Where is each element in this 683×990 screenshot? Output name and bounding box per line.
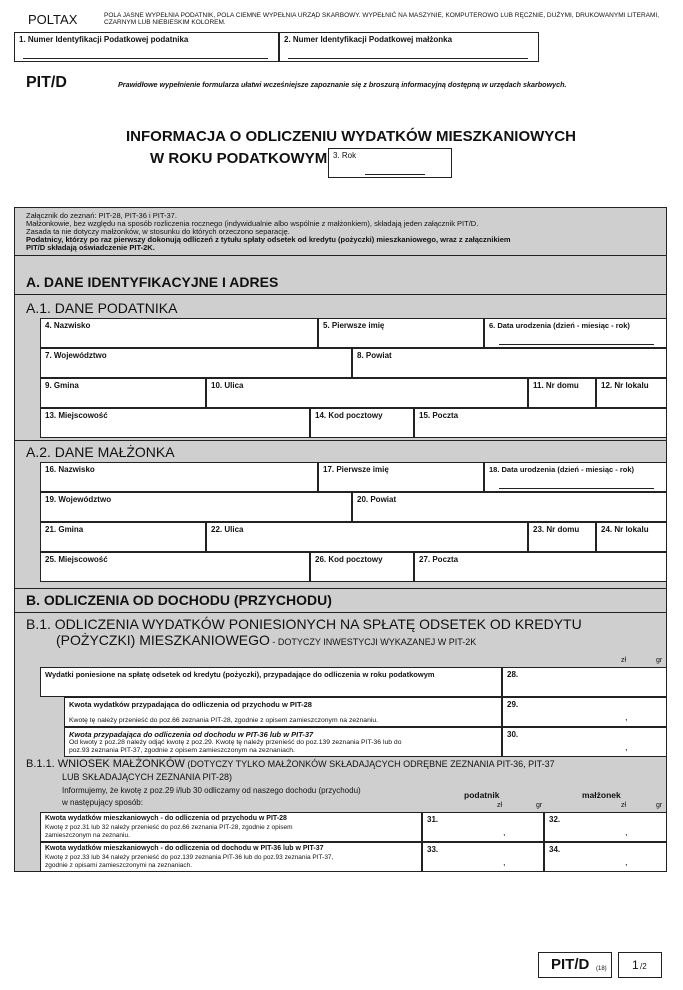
field-34-comma: , [625, 857, 628, 867]
field-16-spouse-surname[interactable] [40, 462, 318, 492]
zl-header-b1: zł [621, 657, 627, 664]
field-15-post-office[interactable] [414, 408, 667, 438]
row-33-label-cell [40, 842, 422, 872]
row-28-label: Wydatki poniesione na spłatę odsetek od kredytu (pożyczki), przypadające do odliczenia w roku podatkowym [45, 670, 435, 679]
field-20-label: 20. Powiat [357, 495, 397, 504]
field-29-num: 29. [507, 700, 519, 709]
field-5-label: 5. Pierwsze imię [323, 321, 385, 330]
field-30-comma: , [625, 742, 628, 752]
field-30-amount[interactable] [502, 727, 667, 757]
field-6-birth-date[interactable] [484, 318, 667, 348]
field-18-label: 18. Data urodzenia (dzień - miesiąc - rok) [489, 465, 635, 474]
field-29-amount[interactable] [502, 697, 667, 727]
field-27-spouse-post-office[interactable] [414, 552, 667, 582]
form-code: PIT/D [26, 74, 67, 91]
field-10-label: 10. Ulica [211, 381, 244, 390]
year-field[interactable] [328, 148, 452, 178]
intro-line2: Małżonkowie, bez względu na sposób rozliczenia rocznego (indywidualnie albo wspólnie z małżonkiem), składają jeden załącznik PIT/D. [26, 219, 479, 228]
footer-form-code [538, 952, 612, 978]
row-33-sub2: zgodnie z opisami zamieszczonymi na zeznaniach. [45, 862, 193, 869]
footer-page-main: 1 [632, 958, 639, 972]
field-33-amount[interactable] [422, 842, 544, 872]
brand: POLTAX [28, 12, 78, 27]
section-b11-title-note: (DOTYCZY TYLKO MAŁŻONKÓW SKŁADAJĄCYCH ODRĘBNE ZEZNANIA PIT-36, PIT-37 [184, 759, 555, 769]
footer-page-sub: /2 [640, 962, 647, 971]
field-13-label: 13. Miejscowość [45, 411, 108, 420]
section-a-title: A. DANE IDENTYFIKACYJNE I ADRES [26, 274, 279, 290]
row-31-sub1: Kwotę z poz.31 lub 32 należy przenieść do poz.66 zeznania PIT-28, zgodnie z opisem [45, 824, 293, 831]
field-34-num: 34. [549, 845, 561, 854]
field-23-label: 23. Nr domu [533, 525, 580, 534]
gr-header-b1: gr [656, 657, 663, 664]
field-31-comma: , [503, 827, 506, 837]
section-b-title: B. ODLICZENIA OD DOCHODU (PRZYCHODU) [26, 592, 332, 608]
field-23-spouse-house-no[interactable] [528, 522, 596, 552]
field-31-amount[interactable] [422, 812, 544, 842]
section-b11-title-line1 [26, 758, 555, 770]
field-31-num: 31. [427, 815, 439, 824]
section-b1-title-main: (POŻYCZKI) MIESZKANIOWEGO [56, 632, 270, 648]
row-30-sub1: Od kwoty z poz.28 należy odjąć kwotę z poz.29. Kwotę tę należy przenieść do poz.139 zeznania PIT-36 lub do [69, 739, 402, 746]
b11-text-line2: w następujący sposób: [62, 798, 143, 807]
row-33-sub1: Kwotę z poz.33 lub 34 należy przenieść do poz.139 zeznania PIT-36 lub do poz.93 zeznania PIT-37, [45, 854, 334, 861]
footer-version: (18) [596, 966, 607, 972]
zl-header-spouse: zł [621, 802, 627, 809]
field-21-spouse-commune[interactable] [40, 522, 206, 552]
b11-text-line1: Informujemy, że kwotę z poz.29 i/lub 30 odliczamy od naszego dochodu (przychodu) [62, 786, 361, 795]
row-29-sub: Kwotę tę należy przenieść do poz.66 zeznania PIT-28, zgodnie z opisem zamieszczonym na zeznaniu. [69, 717, 379, 724]
col-header-taxpayer: podatnik [464, 790, 500, 800]
nip-spouse-field[interactable] [279, 32, 539, 62]
field-8-county[interactable] [352, 348, 667, 378]
field-32-num: 32. [549, 815, 561, 824]
field-14-label: 14. Kod pocztowy [315, 411, 383, 420]
year-label: 3. Rok [333, 151, 357, 160]
nip-taxpayer-field[interactable] [14, 32, 279, 62]
field-15-label: 15. Poczta [419, 411, 459, 420]
field-32-comma: , [625, 827, 628, 837]
field-22-label: 22. Ulica [211, 525, 244, 534]
field-10-street[interactable] [206, 378, 528, 408]
row-30-label-cell [64, 727, 502, 757]
field-19-spouse-voivodeship[interactable] [40, 492, 352, 522]
field-25-label: 25. Miejscowość [45, 555, 108, 564]
row-31-label: Kwota wydatków mieszkaniowych - do odliczenia od przychodu w PIT-28 [45, 815, 287, 822]
field-11-house-no[interactable] [528, 378, 596, 408]
field-12-label: 12. Nr lokalu [601, 381, 649, 390]
field-7-label: 7. Województwo [45, 351, 107, 360]
section-b1-title-note: - DOTYCZY INWESTYCJI WYKAZANEJ W PIT-2K [269, 637, 477, 647]
field-8-label: 8. Powiat [357, 351, 392, 360]
intro-line3: Zasada ta nie dotyczy małżonków, w stosunku do których orzeczono separację. [26, 227, 290, 236]
form-title-line2: W ROKU PODATKOWYM [150, 150, 328, 167]
intro-line5: PIT/D składają oświadczenie PIT-2K. [26, 243, 155, 252]
footer-code-text: PIT/D [551, 956, 590, 973]
field-13-city[interactable] [40, 408, 310, 438]
intro-line4: Podatnicy, którzy po raz pierwszy dokonują odliczeń z tytułu spłaty odsetek od kredytu (pożyczki) mieszkaniowego, wraz z załącznikiem [26, 235, 511, 244]
field-28-num: 28. [507, 670, 519, 679]
field-27-label: 27. Poczta [419, 555, 459, 564]
field-33-comma: , [503, 857, 506, 867]
row-30-sub2: poz.93 zeznania PIT-37, zgodnie z opisem zamieszczonym na zeznaniach. [69, 747, 295, 754]
row-33-label: Kwota wydatków mieszkaniowych - do odliczenia od dochodu w PIT-36 lub w PIT-37 [45, 845, 324, 852]
fill-instruction: POLA JASNE WYPEŁNIA PODATNIK, POLA CIEMNE WYPEŁNIA URZĄD SKARBOWY. WYPEŁNIĆ NA MASZYNIE, KOMPUTEROWO LUB RĘCZNIE, DUŻYMI, DRUKOWANYMI LITERAMI, CZARNYM LUB NIEBIESKIM KOLOREM. [104, 12, 660, 26]
field-7-voivodeship[interactable] [40, 348, 352, 378]
form-note: Prawidłowe wypełnienie formularza ułatwi wcześniejsze zapoznanie się z broszurą informacyjną dostępną w urzędach skarbowych. [118, 80, 567, 89]
footer-page-number [618, 952, 662, 978]
zl-header-taxpayer: zł [497, 802, 503, 809]
section-a2-title: A.2. DANE MAŁŻONKA [26, 444, 175, 460]
field-4-label: 4. Nazwisko [45, 321, 91, 330]
row-28-label-cell [40, 667, 502, 697]
field-33-num: 33. [427, 845, 439, 854]
field-17-label: 17. Pierwsze imię [323, 465, 389, 474]
row-29-label-cell [64, 697, 502, 727]
section-b1-title-line2 [56, 632, 476, 648]
field-5-first-name[interactable] [318, 318, 484, 348]
intro-line1: Załącznik do zeznań: PIT-28, PIT-36 i PIT-37. [26, 211, 177, 220]
field-21-label: 21. Gmina [45, 525, 84, 534]
field-19-label: 19. Województwo [45, 495, 112, 504]
field-12-apartment-no[interactable] [596, 378, 667, 408]
gr-header-spouse: gr [656, 802, 663, 809]
field-9-commune[interactable] [40, 378, 206, 408]
nip-spouse-label: 2. Numer Identyfikacji Podatkowej małżonka [284, 35, 453, 44]
section-a1-title: A.1. DANE PODATNIKA [26, 300, 178, 316]
field-17-spouse-first-name[interactable] [318, 462, 484, 492]
row-31-label-cell [40, 812, 422, 842]
gr-header-taxpayer: gr [536, 802, 543, 809]
field-16-label: 16. Nazwisko [45, 465, 95, 474]
form-title-line1: INFORMACJA O ODLICZENIU WYDATKÓW MIESZKANIOWYCH [126, 128, 576, 145]
field-28-amount[interactable] [502, 667, 667, 697]
field-4-surname[interactable] [40, 318, 318, 348]
field-22-spouse-street[interactable] [206, 522, 528, 552]
field-9-label: 9. Gmina [45, 381, 79, 390]
section-b11-title-line2: LUB SKŁADAJĄCYCH ZEZNANIA PIT-28) [62, 772, 233, 782]
field-6-label: 6. Data urodzenia (dzień - miesiąc - rok) [489, 321, 630, 330]
field-34-amount[interactable] [544, 842, 667, 872]
field-20-spouse-county[interactable] [352, 492, 667, 522]
section-b1-title-line1: B.1. ODLICZENIA WYDATKÓW PONIESIONYCH NA SPŁATĘ ODSETEK OD KREDYTU [26, 616, 582, 632]
field-29-comma: , [625, 712, 628, 722]
field-18-spouse-birth-date[interactable] [484, 462, 667, 492]
section-b11-title-main: B.1.1. WNIOSEK MAŁŻONKÓW [26, 758, 185, 770]
field-24-spouse-apartment-no[interactable] [596, 522, 667, 552]
row-29-label: Kwota wydatków przypadająca do odliczenia od przychodu w PIT-28 [69, 700, 312, 709]
row-31-sub2: zamieszczonym na zeznaniu. [45, 832, 130, 839]
field-11-label: 11. Nr domu [533, 381, 579, 390]
field-30-num: 30. [507, 730, 519, 739]
field-32-amount[interactable] [544, 812, 667, 842]
field-24-label: 24. Nr lokalu [601, 525, 649, 534]
field-26-label: 26. Kod pocztowy [315, 555, 383, 564]
field-25-spouse-city[interactable] [40, 552, 310, 582]
col-header-spouse: małżonek [582, 790, 621, 800]
row-30-label: Kwota przypadająca do odliczenia od dochodu w PIT-36 lub w PIT-37 [69, 730, 314, 739]
field-26-spouse-postal-code[interactable] [310, 552, 414, 582]
nip-taxpayer-label: 1. Numer Identyfikacji Podatkowej podatnika [19, 35, 189, 44]
field-14-postal-code[interactable] [310, 408, 414, 438]
